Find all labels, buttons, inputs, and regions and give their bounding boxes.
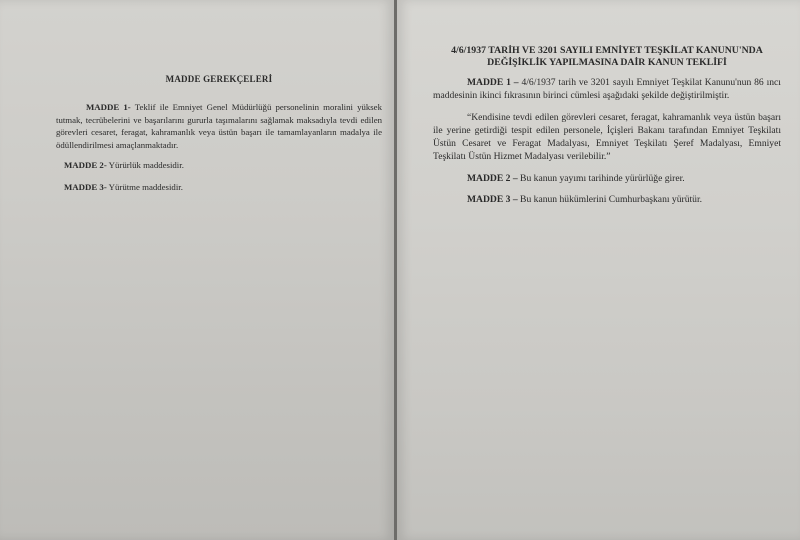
right-article-3-text: Bu kanun hükümlerini Cumhurbaşkanı yürütür. — [520, 193, 703, 205]
left-article-2-text: Yürürlük maddesidir. — [108, 159, 184, 170]
right-article-2 — [467, 172, 781, 185]
right-title-line-1: 4/6/1937 TARİH VE 3201 SAYILI EMNİYET TEŞKİLAT KANUNU'NDA — [451, 45, 763, 56]
right-article-3-label: MADDE 3 – — [467, 193, 518, 205]
left-page — [0, 0, 394, 540]
left-page-content — [56, 73, 382, 194]
right-article-2-text: Bu kanun yayımı tarihinde yürürlüğe girer. — [520, 172, 685, 184]
left-article-3-text: Yürütme maddesidir. — [108, 181, 183, 192]
right-page — [397, 0, 800, 540]
right-article-1-label: MADDE 1 – — [467, 76, 519, 88]
right-page-content — [433, 45, 781, 206]
left-article-1-text: Teklif ile Emniyet Genel Müdürlüğü personelinin moralini yüksek tutmak, tecrübelerini ve başarılarını gururla taşımalarını sağlamak maksadıyla tevdi edilen görevleri cesaret, feragat, kahramanlık veya üstün başarı ile tamamlayanların madalya ile ödüllendirilmesi amaçlanmaktadır. — [56, 101, 382, 151]
left-article-2-label: MADDE 2- — [64, 159, 107, 170]
right-article-2-label: MADDE 2 – — [467, 172, 518, 184]
right-article-1-quote-text: “Kendisine tevdi edilen görevleri cesaret, feragat, kahramanlık veya üstün başarı ile yerine getirdiği tespit edilen personele, İçişleri Bakanı tarafından Emniyet Teşkilatı Üstün Cesaret ve Feragat Madalyası, Emniyet Teşkilatı Şeref Madalyası, Emniyet Teşkilatı Üstün Hizmet Madalyası verilebilir.” — [433, 111, 781, 162]
left-article-2 — [64, 159, 382, 172]
left-page-title: MADDE GEREKÇELERİ — [165, 74, 273, 84]
left-article-1 — [56, 101, 382, 152]
right-article-1-quote — [433, 111, 781, 163]
left-article-3-label: MADDE 3- — [64, 181, 107, 192]
right-title-line-2: DEĞİŞİKLİK YAPILMASINA DAİR KANUN TEKLİFİ — [487, 57, 727, 69]
right-page-title — [433, 45, 781, 70]
right-article-3 — [467, 193, 781, 206]
left-article-1-label: MADDE 1- — [86, 101, 131, 112]
right-article-1 — [433, 76, 781, 102]
right-article-1-text: 4/6/1937 tarih ve 3201 sayılı Emniyet Teşkilat Kanunu'nun 86 ıncı maddesinin ikinci fıkrasının birinci cümlesi aşağıdaki şekilde değiştirilmiştir. — [433, 76, 781, 101]
left-article-3 — [64, 181, 382, 194]
